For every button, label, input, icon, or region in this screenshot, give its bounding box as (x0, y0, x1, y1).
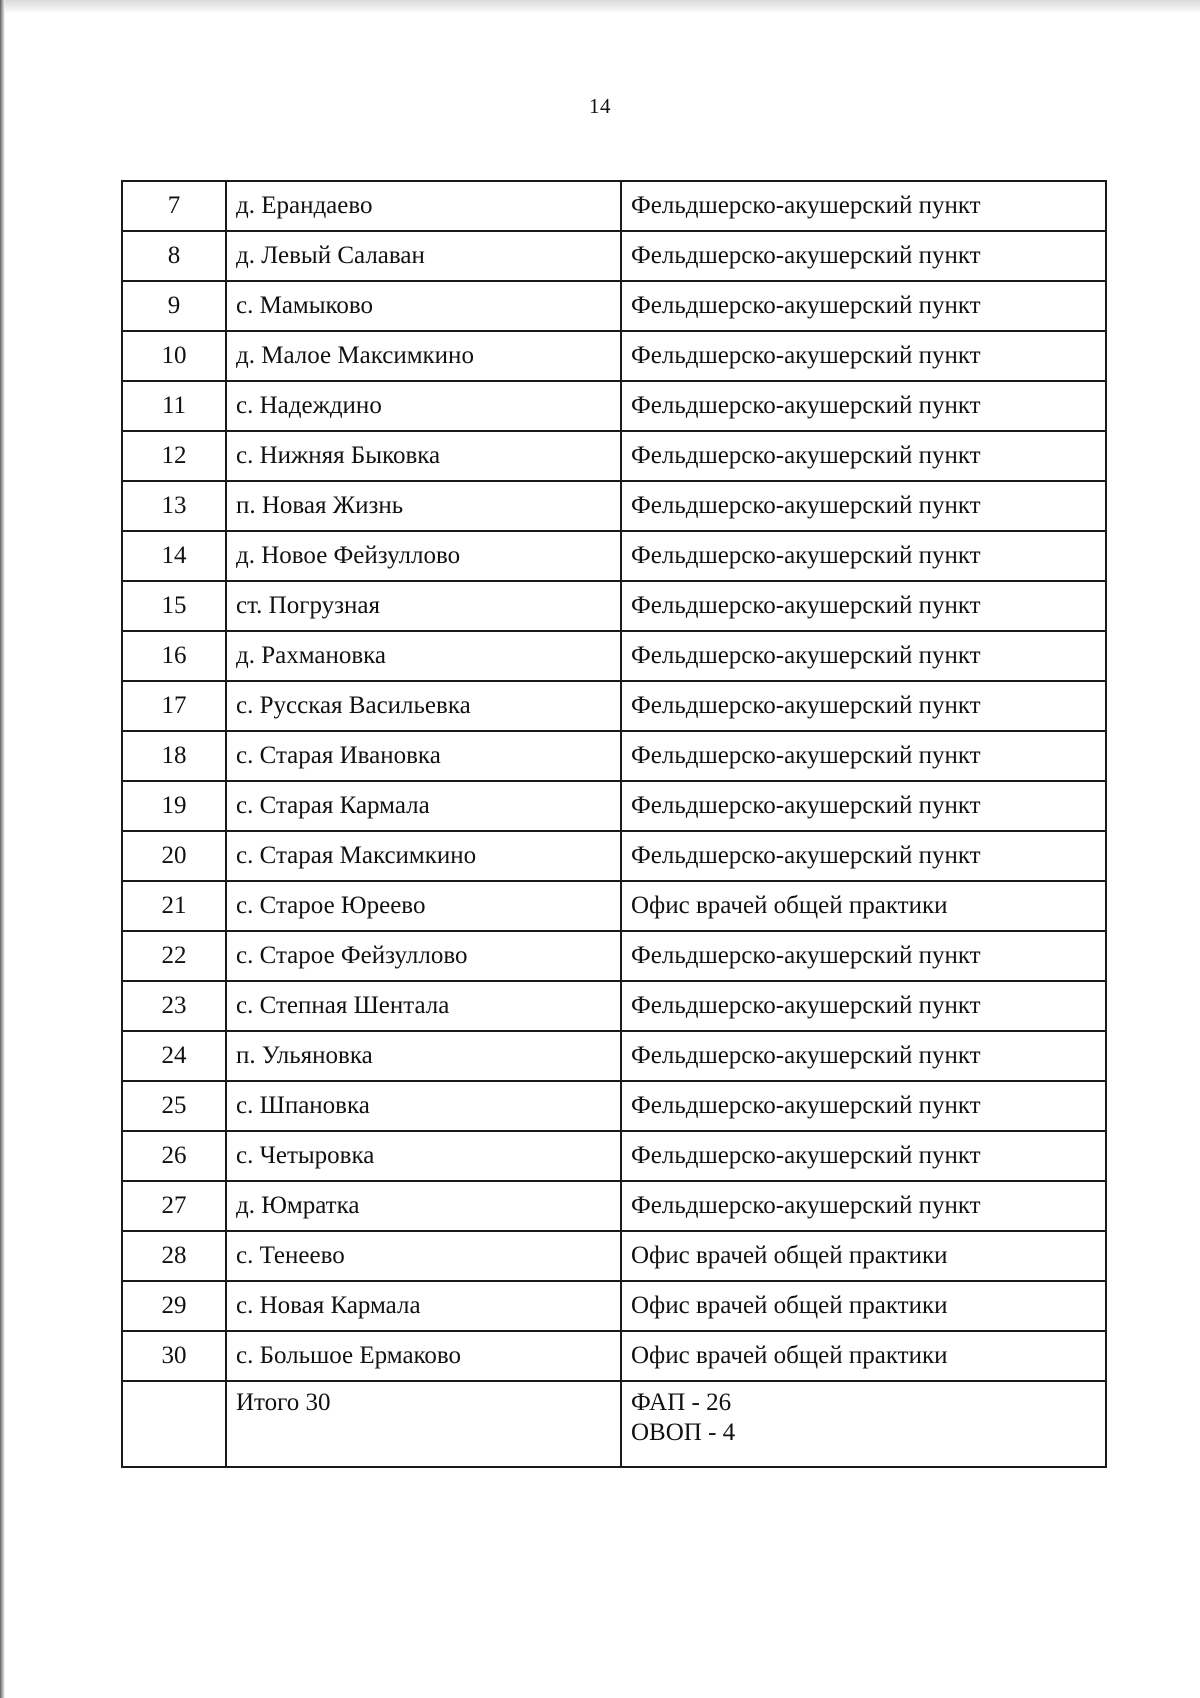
scan-edge-left (0, 0, 5, 1698)
row-number-cell: 20 (122, 831, 226, 881)
row-number-cell: 14 (122, 531, 226, 581)
row-number-cell: 25 (122, 1081, 226, 1131)
table-row (122, 481, 1106, 531)
table-row (122, 881, 1106, 931)
facility-type-cell: Фельдшерско-акушерский пункт (621, 331, 1106, 381)
settlement-cell: с. Старое Юреево (226, 881, 621, 931)
settlement-cell: с. Нижняя Быковка (226, 431, 621, 481)
row-number-cell: 17 (122, 681, 226, 731)
facility-type-cell: Фельдшерско-акушерский пункт (621, 581, 1106, 631)
row-number-cell: 21 (122, 881, 226, 931)
facility-type-cell: Фельдшерско-акушерский пункт (621, 1081, 1106, 1131)
facility-type-cell: Офис врачей общей практики (621, 1231, 1106, 1281)
table-row (122, 781, 1106, 831)
row-number-cell: 26 (122, 1131, 226, 1181)
table-row (122, 631, 1106, 681)
facility-type-cell: Фельдшерско-акушерский пункт (621, 1031, 1106, 1081)
table-body (122, 181, 1106, 1467)
row-number-cell: 23 (122, 981, 226, 1031)
settlement-cell: с. Старая Ивановка (226, 731, 621, 781)
settlement-cell: с. Старая Кармала (226, 781, 621, 831)
table-row (122, 1181, 1106, 1231)
facility-type-cell: Офис врачей общей практики (621, 881, 1106, 931)
table-row (122, 1281, 1106, 1331)
facility-type-cell: Фельдшерско-акушерский пункт (621, 231, 1106, 281)
row-number-cell: 24 (122, 1031, 226, 1081)
row-number-cell: 22 (122, 931, 226, 981)
row-number-cell: 8 (122, 231, 226, 281)
row-number-cell: 19 (122, 781, 226, 831)
table-row (122, 931, 1106, 981)
facility-type-cell: Фельдшерско-акушерский пункт (621, 731, 1106, 781)
settlement-cell: с. Тенеево (226, 1231, 621, 1281)
settlement-cell: с. Степная Шентала (226, 981, 621, 1031)
row-number-cell: 11 (122, 381, 226, 431)
row-number-cell: 29 (122, 1281, 226, 1331)
total-summary-ovop: ОВОП - 4 (631, 1419, 736, 1446)
table-row (122, 1331, 1106, 1381)
scan-edge-top (0, 0, 1200, 14)
table-row (122, 731, 1106, 781)
table-row (122, 1231, 1106, 1281)
table-row (122, 331, 1106, 381)
total-label-cell: Итого 30 (226, 1381, 621, 1467)
row-number-cell: 10 (122, 331, 226, 381)
total-summary-cell (621, 1381, 1106, 1467)
settlement-cell: с. Шпановка (226, 1081, 621, 1131)
facility-type-cell: Фельдшерско-акушерский пункт (621, 481, 1106, 531)
facility-type-cell: Фельдшерско-акушерский пункт (621, 1131, 1106, 1181)
row-number-cell: 18 (122, 731, 226, 781)
settlement-cell: с. Старая Максимкино (226, 831, 621, 881)
table-row (122, 581, 1106, 631)
facility-type-cell: Фельдшерско-акушерский пункт (621, 681, 1106, 731)
table-row (122, 1131, 1106, 1181)
row-number-cell: 15 (122, 581, 226, 631)
settlement-cell: д. Малое Максимкино (226, 331, 621, 381)
total-row (122, 1381, 1106, 1467)
total-num-cell (122, 1381, 226, 1467)
settlement-cell: д. Рахмановка (226, 631, 621, 681)
facility-type-cell: Фельдшерско-акушерский пункт (621, 431, 1106, 481)
row-number-cell: 27 (122, 1181, 226, 1231)
settlement-cell: д. Юмратка (226, 1181, 621, 1231)
facility-type-cell: Фельдшерско-акушерский пункт (621, 281, 1106, 331)
row-number-cell: 30 (122, 1331, 226, 1381)
table-row (122, 1031, 1106, 1081)
row-number-cell: 13 (122, 481, 226, 531)
row-number-cell: 28 (122, 1231, 226, 1281)
settlement-cell: с. Мамыково (226, 281, 621, 331)
table-row (122, 531, 1106, 581)
settlement-cell: с. Надеждино (226, 381, 621, 431)
facility-type-cell: Фельдшерско-акушерский пункт (621, 931, 1106, 981)
table-row (122, 831, 1106, 881)
table-row (122, 381, 1106, 431)
facility-type-cell: Фельдшерско-акушерский пункт (621, 181, 1106, 231)
settlement-cell: с. Новая Кармала (226, 1281, 621, 1331)
facility-type-cell: Фельдшерско-акушерский пункт (621, 631, 1106, 681)
settlement-cell: п. Ульяновка (226, 1031, 621, 1081)
settlement-cell: д. Левый Салаван (226, 231, 621, 281)
facility-type-cell: Фельдшерско-акушерский пункт (621, 981, 1106, 1031)
settlement-cell: п. Новая Жизнь (226, 481, 621, 531)
settlement-cell: ст. Погрузная (226, 581, 621, 631)
total-summary-fap: ФАП - 26 (631, 1389, 732, 1416)
table-row (122, 981, 1106, 1031)
settlement-cell: д. Ерандаево (226, 181, 621, 231)
facility-type-cell: Фельдшерско-акушерский пункт (621, 781, 1106, 831)
settlement-cell: с. Четыровка (226, 1131, 621, 1181)
table-row (122, 281, 1106, 331)
row-number-cell: 7 (122, 181, 226, 231)
facility-type-cell: Фельдшерско-акушерский пункт (621, 1181, 1106, 1231)
row-number-cell: 9 (122, 281, 226, 331)
table-row (122, 681, 1106, 731)
facility-type-cell: Фельдшерско-акушерский пункт (621, 531, 1106, 581)
facility-type-cell: Офис врачей общей практики (621, 1281, 1106, 1331)
table-row (122, 431, 1106, 481)
settlement-cell: д. Новое Фейзуллово (226, 531, 621, 581)
settlement-cell: с. Русская Васильевка (226, 681, 621, 731)
settlement-cell: с. Старое Фейзуллово (226, 931, 621, 981)
settlement-cell: с. Большое Ермаково (226, 1331, 621, 1381)
table-row (122, 231, 1106, 281)
table-row (122, 1081, 1106, 1131)
table-row (122, 181, 1106, 231)
facilities-table (121, 180, 1107, 1468)
row-number-cell: 12 (122, 431, 226, 481)
page-number: 14 (589, 94, 611, 118)
facility-type-cell: Офис врачей общей практики (621, 1331, 1106, 1381)
facility-type-cell: Фельдшерско-акушерский пункт (621, 381, 1106, 431)
facility-type-cell: Фельдшерско-акушерский пункт (621, 831, 1106, 881)
row-number-cell: 16 (122, 631, 226, 681)
